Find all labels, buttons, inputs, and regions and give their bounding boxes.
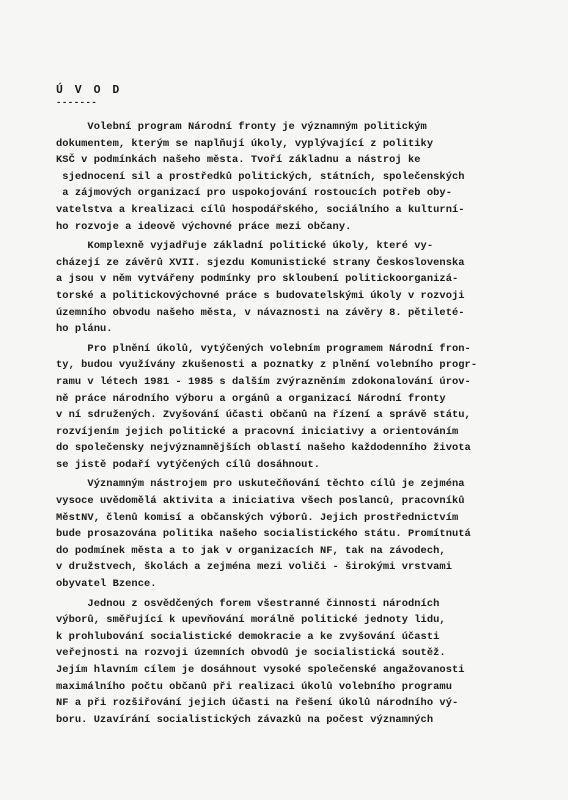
text-line: a zájmových organizací pro uspokojování rostoucích potřeb oby- — [56, 187, 452, 200]
text-line: Pro plnění úkolů, vytýčených volebním programem Národní fron- — [56, 342, 471, 355]
text-line: ramu v létech 1981 - 1985 s dalším zvýrazněním zdokonalování úrov- — [56, 375, 471, 388]
text-line: Jejím hlavním cílem je dosáhnout vysoké společenské angažovanosti — [56, 664, 465, 676]
text-line: se jistě podaří vytýčených cílů dosáhnout. — [56, 458, 320, 471]
text-line: ně práce národního výboru a orgánů a organizací Národní fronty — [56, 392, 446, 405]
text-line: územního obvodu našeho města, v návaznosti na závěry 8. pětileté- — [56, 306, 465, 319]
text-line: KSČ v podmínkách našeho města. Tvoří základnu a nástroj ke — [56, 154, 421, 167]
text-line: k prohlubování socialistické demokracie a ke zvyšování účasti — [56, 630, 440, 643]
text-line: a jsou v něm vytvářeny podmínky pro skloubení politickoorganizá- — [56, 273, 459, 286]
paragraph — [56, 341, 516, 474]
text-line: Komplexně vyjadřuje základní politické úkoly, které vy- — [56, 240, 434, 253]
text-line: ho rozvoje a ideově výchovné práce mezi občany. — [56, 220, 352, 233]
text-line: MěstNV, členů komisí a občanských výborů. Jejich prostřednictvím — [56, 511, 459, 524]
text-line: výborů, směřující k upevňování morálně politické jednoty lidu, — [56, 614, 446, 627]
paragraph — [56, 476, 516, 592]
text-line: sjednocení sil a prostředků politických, státních, společenských — [56, 170, 465, 183]
text-line: maximálního počtu občanů při realizaci úkolů volebního programu — [56, 680, 452, 693]
text-line: ho plánu. — [56, 323, 113, 336]
heading-underline: ------- — [56, 98, 98, 108]
document-heading: Ú V O D — [56, 84, 122, 97]
text-line: rozvíjením jejich politické a pracovní iniciativy a orientováním — [56, 425, 459, 438]
paragraph — [56, 238, 516, 338]
text-line: ty, budou využívány zkušenosti a poznatky z plnění volebního progr- — [56, 359, 478, 372]
text-line: NF a při rozšiřování jejich účasti na řešení úkolů národního vý- — [56, 697, 459, 710]
text-line: boru. Uzavírání socialistických závazků na počest významných — [56, 713, 434, 726]
text-line: veřejnosti na rozvoji územních obvodů je socialistická soutěž. — [56, 647, 446, 660]
text-line: dokumentem, kterým se naplňují úkoly, vyplývající z politiky — [56, 137, 434, 150]
text-line: vatelstva a krealizaci cílů hospodářského, sociálního a kulturní- — [56, 203, 465, 216]
text-line: Jednou z osvědčených forem všestranné činnosti národních — [56, 597, 440, 610]
text-line: torské a politickovýchovné práce s budovatelskými úkoly v rozvoji — [56, 289, 465, 302]
text-line: obyvatel Bzence. — [56, 578, 157, 591]
text-line: v družstvech, školách a zejména mezi voliči - širokými vrstvami — [56, 561, 452, 574]
text-line: do společensky nejvýznamnějších oblastí našeho každodenního života — [56, 442, 471, 455]
text-line: Volební program Národní fronty je významným politickým — [56, 121, 427, 133]
text-line: Významným nástrojem pro uskutečňování těchto cílů je zejména — [56, 478, 465, 491]
paragraph — [56, 119, 516, 235]
text-line: cházejí ze závěrů XVII. sjezdu Komunistické strany Československa — [56, 256, 465, 269]
text-line: v ní sdružených. Zvyšování účasti občanů na řízení a správě státu, — [56, 409, 471, 422]
document-body — [56, 119, 516, 728]
text-line: bude prosazována politika našeho socialistického státu. Promítnutá — [56, 528, 471, 541]
paragraph — [56, 596, 516, 729]
text-line: vysoce uvědomělá aktivita a iniciativa všech poslanců, pracovníků — [56, 495, 465, 508]
text-line: do podmínek města a to jak v organizacích NF, tak na závodech, — [56, 544, 446, 557]
